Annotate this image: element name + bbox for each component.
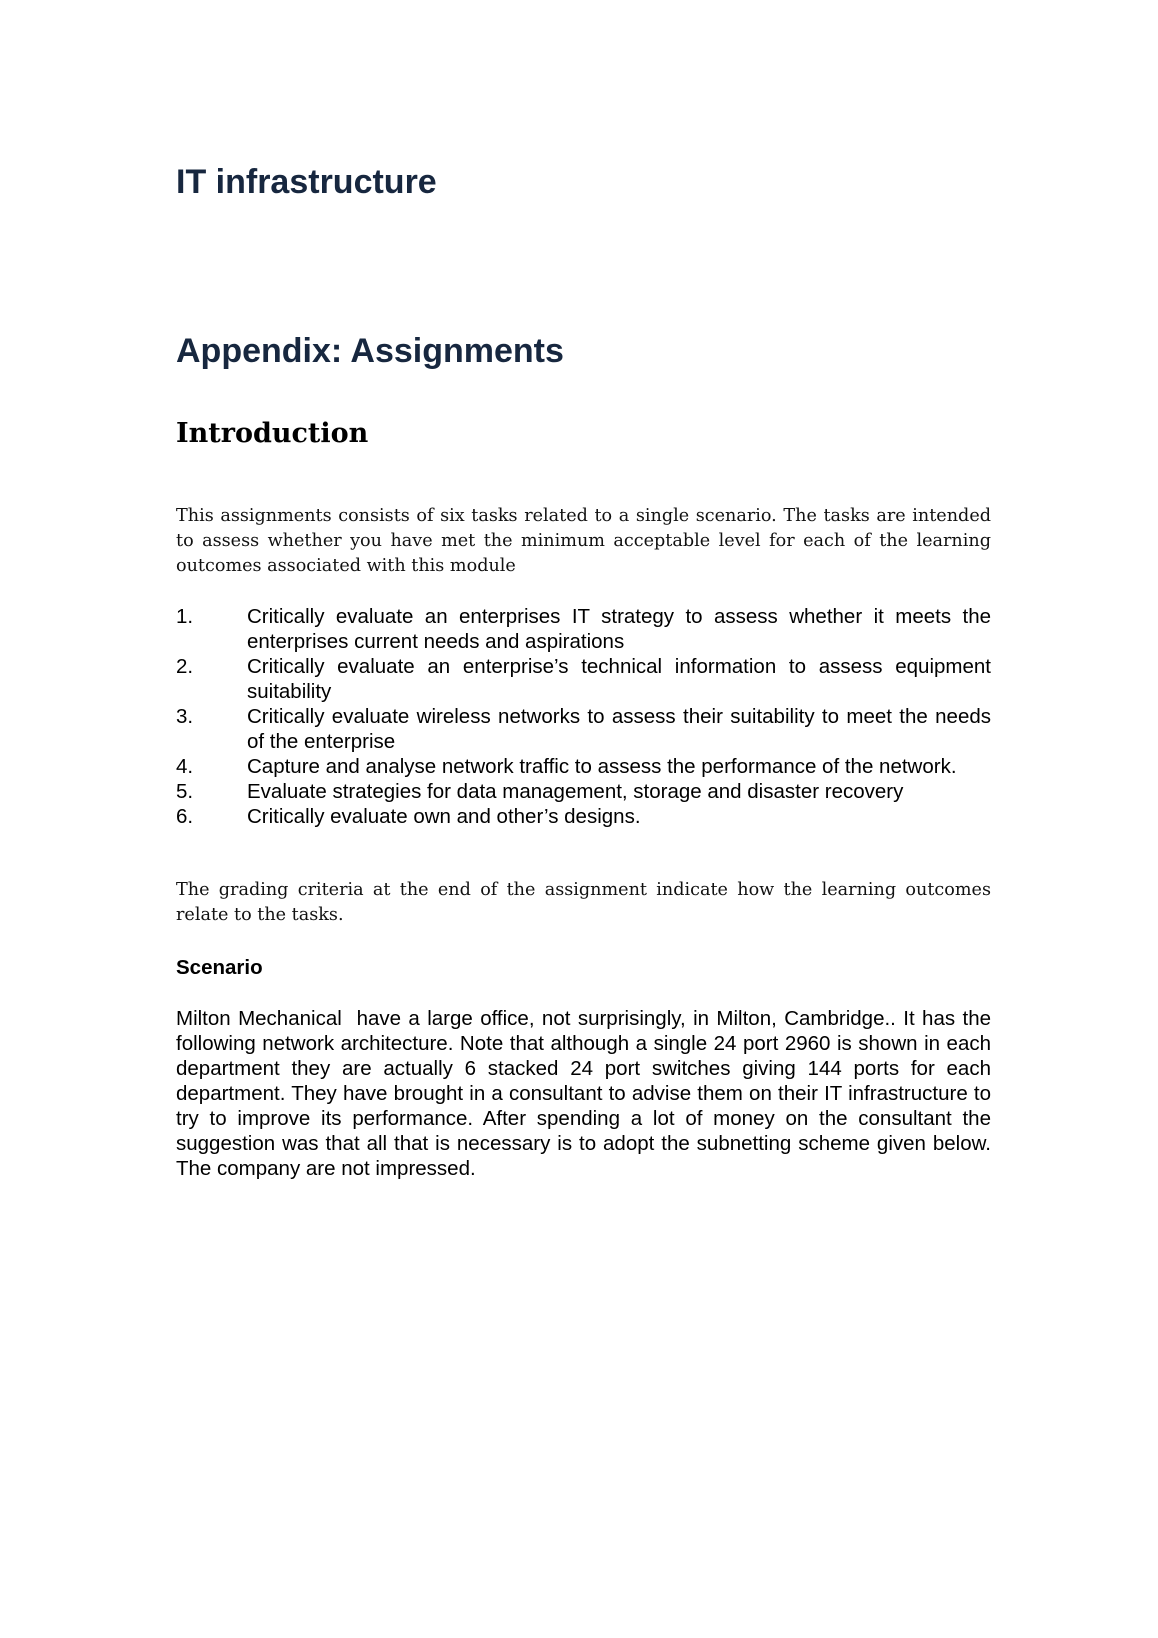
list-item-number: 2. bbox=[176, 655, 194, 678]
list-item bbox=[176, 754, 991, 779]
introduction-heading: Introduction bbox=[176, 418, 369, 449]
list-item-number: 5. bbox=[176, 780, 194, 803]
list-item-text: Evaluate strategies for data management, storage and disaster recovery bbox=[247, 780, 904, 803]
list-item-number: 4. bbox=[176, 755, 194, 778]
list-item-number: 6. bbox=[176, 805, 194, 828]
learning-outcomes-list bbox=[176, 604, 991, 829]
list-item bbox=[176, 704, 991, 754]
list-item-number: 1. bbox=[176, 605, 194, 628]
list-item-text: Critically evaluate own and other’s designs. bbox=[247, 805, 641, 828]
scenario-heading: Scenario bbox=[176, 956, 263, 979]
list-item-text: Critically evaluate an enterprises IT strategy to assess whether it meets the enterprises current needs and aspirations bbox=[247, 605, 991, 653]
list-item-text: Capture and analyse network traffic to assess the performance of the network. bbox=[247, 755, 957, 778]
list-item-text: Critically evaluate wireless networks to assess their suitability to meet the needs of the enterprise bbox=[247, 705, 991, 753]
grading-criteria-paragraph: The grading criteria at the end of the assignment indicate how the learning outcomes relate to the tasks. bbox=[176, 880, 991, 925]
scenario-paragraph: Milton Mechanical have a large office, not surprisingly, in Milton, Cambridge.. It has the following network architecture. Note that although a single 24 port 2960 is shown in each department they are actually 6 stacked 24 port switches giving 144 ports for each department. They have brought in a consultant to advise them on their IT infrastructure to try to improve its performance. After spending a lot of money on the consultant the suggestion was that all that is necessary is to adopt the subnetting scheme given below. The company are not impressed. bbox=[176, 1007, 997, 1180]
list-item-text: Critically evaluate an enterprise’s technical information to assess equipment suitability bbox=[247, 655, 991, 703]
list-item bbox=[176, 779, 991, 804]
introduction-paragraph: This assignments consists of six tasks related to a single scenario. The tasks are intended to assess whether you have met the minimum acceptable level for each of the learning outcomes associated with this module bbox=[176, 506, 991, 576]
document-title: IT infrastructure bbox=[176, 163, 437, 201]
list-item bbox=[176, 804, 991, 829]
appendix-title: Appendix: Assignments bbox=[176, 332, 564, 370]
list-item bbox=[176, 654, 991, 704]
list-item-number: 3. bbox=[176, 705, 194, 728]
list-item bbox=[176, 604, 991, 654]
